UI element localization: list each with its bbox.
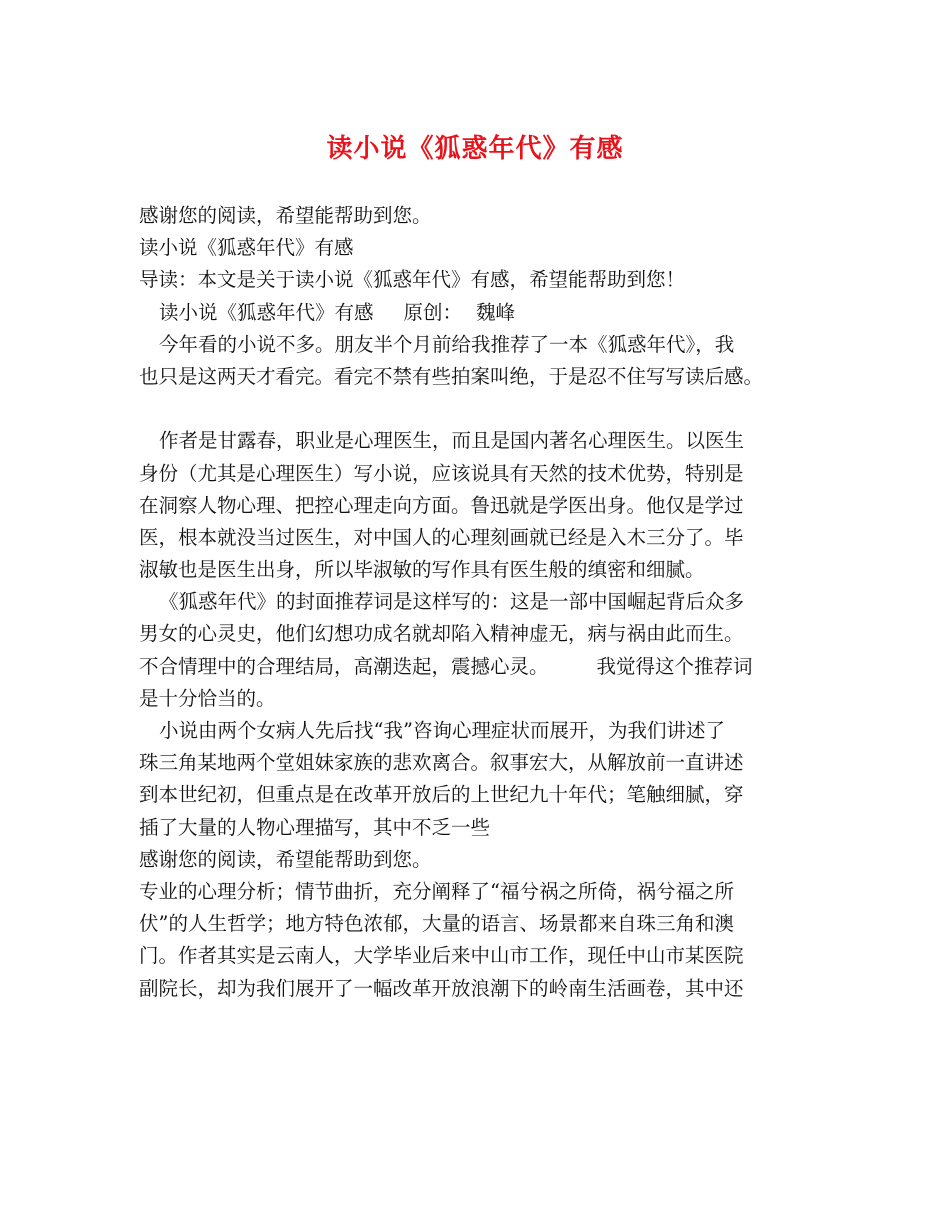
text-line-split <box>139 651 839 683</box>
byline-author: 魏峰 <box>476 300 516 324</box>
text-line: 是十分恰当的。 <box>139 686 276 710</box>
text-line: 医，根本就没当过医生，对中国人的心理刻画就已经是入木三分了。毕 <box>139 525 744 549</box>
text-line: 《狐惑年代》的封面推荐词是这样写的：这是一部中国崛起背后众多 <box>159 590 745 614</box>
text-line: 伏”的人生哲学；地方特色浓郁，大量的语言、场景都来自珠三角和澳 <box>139 912 734 936</box>
text-fragment: 不合情理中的合理结局，高潮迭起，震撼心灵。 <box>139 654 549 678</box>
text-line: 小说由两个女病人先后找“我”咨询心理症状而展开，为我们讲述了 <box>159 719 725 742</box>
document-title: 读小说《狐惑年代》有感 <box>326 134 624 164</box>
text-line: 专业的心理分析；情节曲折，充分阐释了“福兮祸之所倚，祸兮福之所 <box>139 879 734 903</box>
text-line: 门。作者其实是云南人，大学毕业后来中山市工作，现任中山市某医院 <box>139 944 744 968</box>
text-line: 插了大量的人物心理描写，其中不乏一些 <box>139 815 491 839</box>
text-line: 读小说《狐惑年代》有感 <box>139 236 354 260</box>
byline-title: 读小说《狐惑年代》有感 <box>159 300 374 324</box>
text-line: 副院长，却为我们展开了一幅改革开放浪潮下的岭南生活画卷，其中还 <box>139 976 744 1000</box>
text-line: 男女的心灵史，他们幻想功成名就却陷入精神虚无，病与祸由此而生。 <box>139 622 744 646</box>
document-body <box>139 200 839 1005</box>
text-line: 到本世纪初，但重点是在改革开放后的上世纪九十年代；笔触细腻，穿 <box>139 783 744 807</box>
text-line: 在洞察人物心理、把控心理走向方面。鲁迅就是学医出身。他仅是学过 <box>139 493 744 517</box>
blank-line <box>139 393 839 425</box>
text-line: 感谢您的阅读，希望能帮助到您。 <box>139 847 432 871</box>
text-line: 淑敏也是医生出身，所以毕淑敏的写作具有医生般的缜密和细腻。 <box>139 558 705 582</box>
text-line: 感谢您的阅读，希望能帮助到您。 <box>139 204 432 227</box>
text-line: 导读：本文是关于读小说《狐惑年代》有感，希望能帮助到您！ <box>139 268 686 292</box>
text-line: 作者是甘露春，职业是心理医生，而且是国内著名心理医生。以医生 <box>159 429 745 453</box>
text-line: 也只是这两天才看完。看完不禁有些拍案叫绝，于是忍不住写写读后感。 <box>139 364 764 388</box>
text-line: 珠三角某地两个堂姐妹家族的悲欢离合。叙事宏大，从解放前一直讲述 <box>139 751 744 775</box>
text-line: 今年看的小说不多。朋友半个月前给我推荐了一本《狐惑年代》，我 <box>159 332 735 356</box>
byline-label: 原创： <box>403 300 463 324</box>
byline <box>139 297 839 329</box>
text-fragment: 我觉得这个推荐词 <box>596 654 753 678</box>
text-line: 身份（尤其是心理医生）写小说，应该说具有天然的技术优势，特别是 <box>139 461 744 485</box>
